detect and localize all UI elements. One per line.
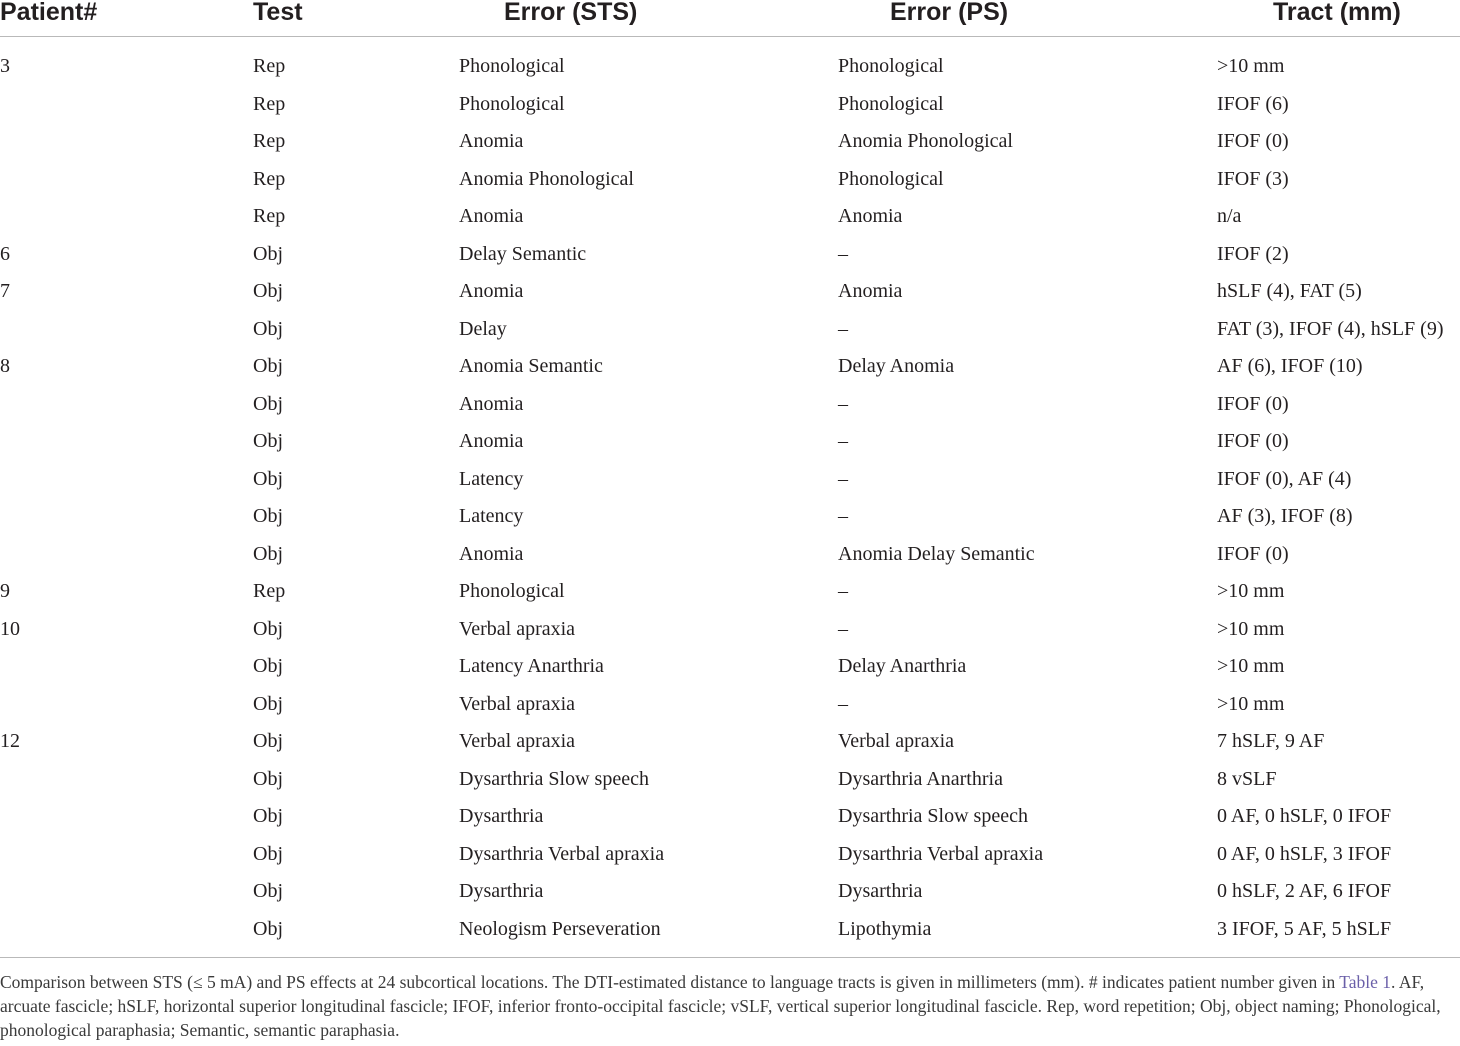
- cell-error-ps: –: [838, 317, 848, 340]
- caption-text-1: Comparison between STS (≤ 5 mA) and PS effects at 24 subcortical locations. The DTI-estimated distance to language tracts is given in millimeters (mm). # indicates patient number given in: [0, 972, 1340, 992]
- cell-error-ps: Anomia Delay Semantic: [838, 542, 1035, 565]
- cell-test: Obj: [253, 355, 283, 377]
- cell-test: Obj: [253, 767, 283, 790]
- header-error-ps: Error (PS): [838, 0, 1217, 37]
- cell-patient: [0, 761, 253, 799]
- cell-error-sts: Anomia Phonological: [459, 167, 634, 190]
- cell-patient: [0, 798, 253, 836]
- cell-patient: [0, 86, 253, 124]
- header-test: Test: [253, 0, 459, 37]
- table-header: [0, 0, 1460, 37]
- header-error-sts: Error (STS): [459, 0, 838, 37]
- cell-patient: [0, 198, 253, 236]
- cell-test: Obj: [253, 617, 283, 640]
- cell-error-sts: Anomia: [459, 542, 524, 565]
- cell-tract: 0 hSLF, 2 AF, 6 IFOF: [1217, 880, 1392, 902]
- cell-error-sts: Verbal apraxia: [459, 617, 576, 640]
- cell-error-sts: Phonological: [459, 55, 565, 77]
- table-row: [0, 37, 1460, 86]
- table-row: [0, 498, 1460, 536]
- cell-test: Obj: [253, 467, 283, 490]
- cell-patient: [0, 461, 253, 499]
- cell-error-ps: Dysarthria: [838, 880, 923, 902]
- table-row: [0, 573, 1460, 611]
- cell-tract: IFOF (6): [1217, 92, 1289, 115]
- table-row: [0, 873, 1460, 911]
- cell-patient: [0, 123, 253, 161]
- cell-tract: IFOF (0): [1217, 430, 1289, 452]
- cell-test: Rep: [253, 92, 286, 115]
- table-row: [0, 273, 1460, 311]
- table-row: [0, 536, 1460, 574]
- table-row: [0, 386, 1460, 424]
- cell-error-ps: Verbal apraxia: [838, 730, 955, 752]
- cell-tract: FAT (3), IFOF (4), hSLF (9): [1217, 317, 1444, 340]
- cell-test: Obj: [253, 392, 283, 415]
- caption-text-2: . AF, arcuate fascicle; hSLF, horizontal superior longitudinal fascicle; IFOF, inferior fronto-occipital fascicle; vSLF, vertical superior longitudinal fascicle. Rep, word repetition; Obj, object naming; Phonological, phonological paraphasia; Semantic, semantic paraphasia.: [0, 972, 1441, 1040]
- cell-patient: 6: [0, 242, 10, 265]
- header-tract: Tract (mm): [1217, 0, 1460, 37]
- table-body: [0, 37, 1460, 958]
- cell-error-sts: Phonological: [459, 92, 565, 115]
- cell-error-sts: Dysarthria: [459, 880, 544, 902]
- cell-error-sts: Anomia: [459, 205, 524, 227]
- table-row: [0, 836, 1460, 874]
- cell-patient: [0, 498, 253, 536]
- cell-error-sts: Phonological: [459, 580, 565, 602]
- table-row: [0, 798, 1460, 836]
- cell-tract: IFOF (0): [1217, 542, 1289, 565]
- cell-error-sts: Anomia: [459, 130, 524, 152]
- table-row: [0, 123, 1460, 161]
- cell-tract: 7 hSLF, 9 AF: [1217, 730, 1325, 752]
- cell-error-sts: Latency: [459, 505, 524, 527]
- cell-tract: IFOF (0), AF (4): [1217, 467, 1352, 490]
- cell-patient: [0, 836, 253, 874]
- cell-test: Obj: [253, 917, 283, 940]
- cell-error-ps: –: [838, 692, 848, 715]
- cell-patient: 9: [0, 580, 10, 602]
- table-row: [0, 423, 1460, 461]
- cell-error-sts: Dysarthria Slow speech: [459, 767, 649, 790]
- cell-patient: [0, 311, 253, 349]
- cell-error-ps: –: [838, 242, 848, 265]
- cell-error-ps: –: [838, 505, 848, 527]
- header-row: [0, 0, 1460, 37]
- cell-error-sts: Dysarthria: [459, 805, 544, 827]
- cell-test: Obj: [253, 542, 283, 565]
- cell-patient: [0, 386, 253, 424]
- cell-tract: IFOF (3): [1217, 167, 1289, 190]
- cell-tract: IFOF (0): [1217, 392, 1289, 415]
- table-row: [0, 761, 1460, 799]
- cell-error-sts: Anomia Semantic: [459, 355, 603, 377]
- cell-tract: 0 AF, 0 hSLF, 0 IFOF: [1217, 805, 1392, 827]
- cell-test: Obj: [253, 505, 283, 527]
- table-row: [0, 723, 1460, 761]
- cell-error-ps: Delay Anomia: [838, 355, 955, 377]
- cell-test: Obj: [253, 730, 283, 752]
- cell-patient: [0, 686, 253, 724]
- cell-patient: 10: [0, 617, 20, 640]
- cell-test: Obj: [253, 805, 283, 827]
- cell-error-ps: –: [838, 580, 848, 602]
- cell-test: Obj: [253, 242, 283, 265]
- cell-tract: 0 AF, 0 hSLF, 3 IFOF: [1217, 842, 1392, 865]
- cell-error-ps: –: [838, 467, 848, 490]
- table-row: [0, 161, 1460, 199]
- cell-error-sts: Verbal apraxia: [459, 692, 576, 715]
- table-row: [0, 236, 1460, 274]
- cell-test: Obj: [253, 317, 283, 340]
- cell-error-sts: Anomia: [459, 392, 524, 415]
- cell-patient: [0, 423, 253, 461]
- cell-test: Rep: [253, 205, 286, 227]
- cell-error-ps: Dysarthria Anarthria: [838, 767, 1003, 790]
- cell-test: Obj: [253, 280, 283, 302]
- cell-test: Obj: [253, 880, 283, 902]
- cell-test: Rep: [253, 130, 286, 152]
- cell-patient: [0, 873, 253, 911]
- cell-error-ps: Phonological: [838, 55, 944, 77]
- cell-test: Rep: [253, 55, 286, 77]
- cell-patient: [0, 536, 253, 574]
- header-patient: Patient#: [0, 0, 253, 37]
- cell-tract: AF (3), IFOF (8): [1217, 505, 1353, 527]
- table-caption: [0, 970, 1460, 1042]
- cell-test: Obj: [253, 842, 283, 865]
- cell-test: Obj: [253, 430, 283, 452]
- cell-patient: [0, 648, 253, 686]
- cell-error-ps: –: [838, 617, 848, 640]
- table-row: [0, 911, 1460, 958]
- cell-test: Obj: [253, 692, 283, 715]
- cell-tract: 8 vSLF: [1217, 767, 1277, 790]
- cell-error-sts: Verbal apraxia: [459, 730, 576, 752]
- table-row: [0, 311, 1460, 349]
- cell-tract: n/a: [1217, 205, 1242, 227]
- cell-patient: [0, 911, 253, 958]
- cell-error-ps: Phonological: [838, 92, 944, 115]
- cell-test: Rep: [253, 580, 286, 602]
- cell-error-ps: Phonological: [838, 167, 944, 190]
- table-row: [0, 648, 1460, 686]
- cell-tract: >10 mm: [1217, 617, 1285, 640]
- cell-test: Obj: [253, 655, 283, 677]
- cell-patient: 7: [0, 280, 10, 302]
- cell-test: Rep: [253, 167, 286, 190]
- table-row: [0, 686, 1460, 724]
- cell-error-ps: Lipothymia: [838, 917, 932, 940]
- caption-table-link[interactable]: Table 1: [1339, 972, 1392, 992]
- cell-error-sts: Anomia: [459, 430, 524, 452]
- cell-error-sts: Neologism Perseveration: [459, 917, 661, 940]
- cell-patient: 12: [0, 730, 20, 752]
- cell-error-ps: Anomia: [838, 205, 903, 227]
- cell-tract: >10 mm: [1217, 55, 1285, 77]
- cell-error-ps: Anomia: [838, 280, 903, 302]
- cell-error-sts: Delay Semantic: [459, 242, 587, 265]
- cell-error-sts: Latency: [459, 467, 524, 490]
- cell-error-ps: –: [838, 392, 848, 415]
- table-row: [0, 611, 1460, 649]
- table-row: [0, 348, 1460, 386]
- cell-error-ps: –: [838, 430, 848, 452]
- table-row: [0, 86, 1460, 124]
- cell-error-sts: Latency Anarthria: [459, 655, 604, 677]
- table-row: [0, 461, 1460, 499]
- cell-tract: >10 mm: [1217, 655, 1285, 677]
- cell-error-sts: Anomia: [459, 280, 524, 302]
- cell-patient: [0, 161, 253, 199]
- table-row: [0, 198, 1460, 236]
- cell-error-ps: Dysarthria Slow speech: [838, 805, 1028, 827]
- cell-tract: >10 mm: [1217, 580, 1285, 602]
- cell-tract: IFOF (2): [1217, 242, 1289, 265]
- cell-error-ps: Anomia Phonological: [838, 130, 1013, 152]
- cell-patient: 3: [0, 55, 10, 77]
- cell-tract: IFOF (0): [1217, 130, 1289, 152]
- cell-patient: 8: [0, 355, 10, 377]
- cell-error-sts: Dysarthria Verbal apraxia: [459, 842, 665, 865]
- cell-tract: 3 IFOF, 5 AF, 5 hSLF: [1217, 917, 1392, 940]
- cell-error-ps: Dysarthria Verbal apraxia: [838, 842, 1044, 865]
- cell-tract: hSLF (4), FAT (5): [1217, 280, 1362, 302]
- cell-error-ps: Delay Anarthria: [838, 655, 967, 677]
- cell-error-sts: Delay: [459, 317, 507, 340]
- cell-tract: AF (6), IFOF (10): [1217, 355, 1363, 377]
- cell-tract: >10 mm: [1217, 692, 1285, 715]
